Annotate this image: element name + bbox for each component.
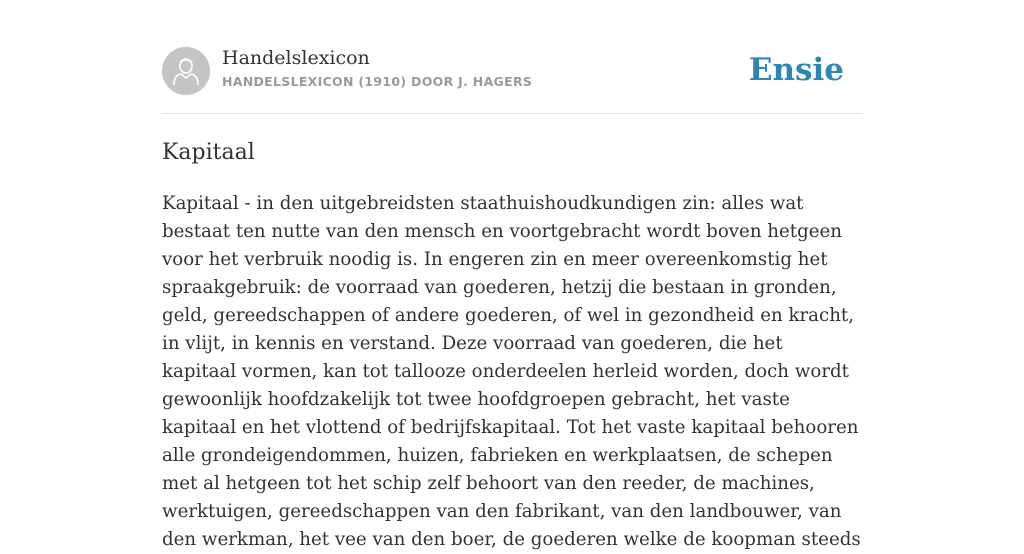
source-header — [162, 46, 862, 96]
source-title[interactable]: Handelslexicon — [222, 47, 370, 69]
entry-body: Kapitaal - in den uitgebreidsten staathuishoudkundigen zin: alles wat bestaat ten nutte van den mensch en voortgebracht wordt boven hetgeen voor het verbruik noodig is. In engeren zin en meer overeenkomstig het spraakgebruik: de voorraad van goederen, hetzij die bestaan in gronden, geld, gereedschappen of andere goederen, of wel in gezondheid en kracht, in vlijt, in kennis en verstand. Deze voorraad van goederen, die het kapitaal vormen, kan tot tallooze onderdeelen herleid worden, doch wordt gewoonlijk hoofdzakelijk tot twee hoofdgroepen gebracht, het vaste kapitaal en het vlottend of bedrijfskapitaal. Tot het vaste kapitaal behooren alle grondeigendommen, huizen, fabrieken en werkplaatsen, de schepen met al hetgeen tot het schip zelf behoort van den reeder, de machines, werktuigen, gereedschappen van den fabrikant, van den landbouwer, van den werkman, het vee van den boer, de goederen welke de koopman steeds — [162, 193, 861, 550]
header-divider — [162, 113, 862, 114]
entry-title: Kapitaal — [162, 140, 255, 165]
brand-logo[interactable]: Ensie — [748, 52, 844, 88]
user-icon — [162, 47, 210, 95]
user-avatar-icon[interactable] — [162, 47, 210, 95]
source-subtitle[interactable]: HANDELSLEXICON (1910) DOOR J. HAGERS — [222, 74, 533, 89]
